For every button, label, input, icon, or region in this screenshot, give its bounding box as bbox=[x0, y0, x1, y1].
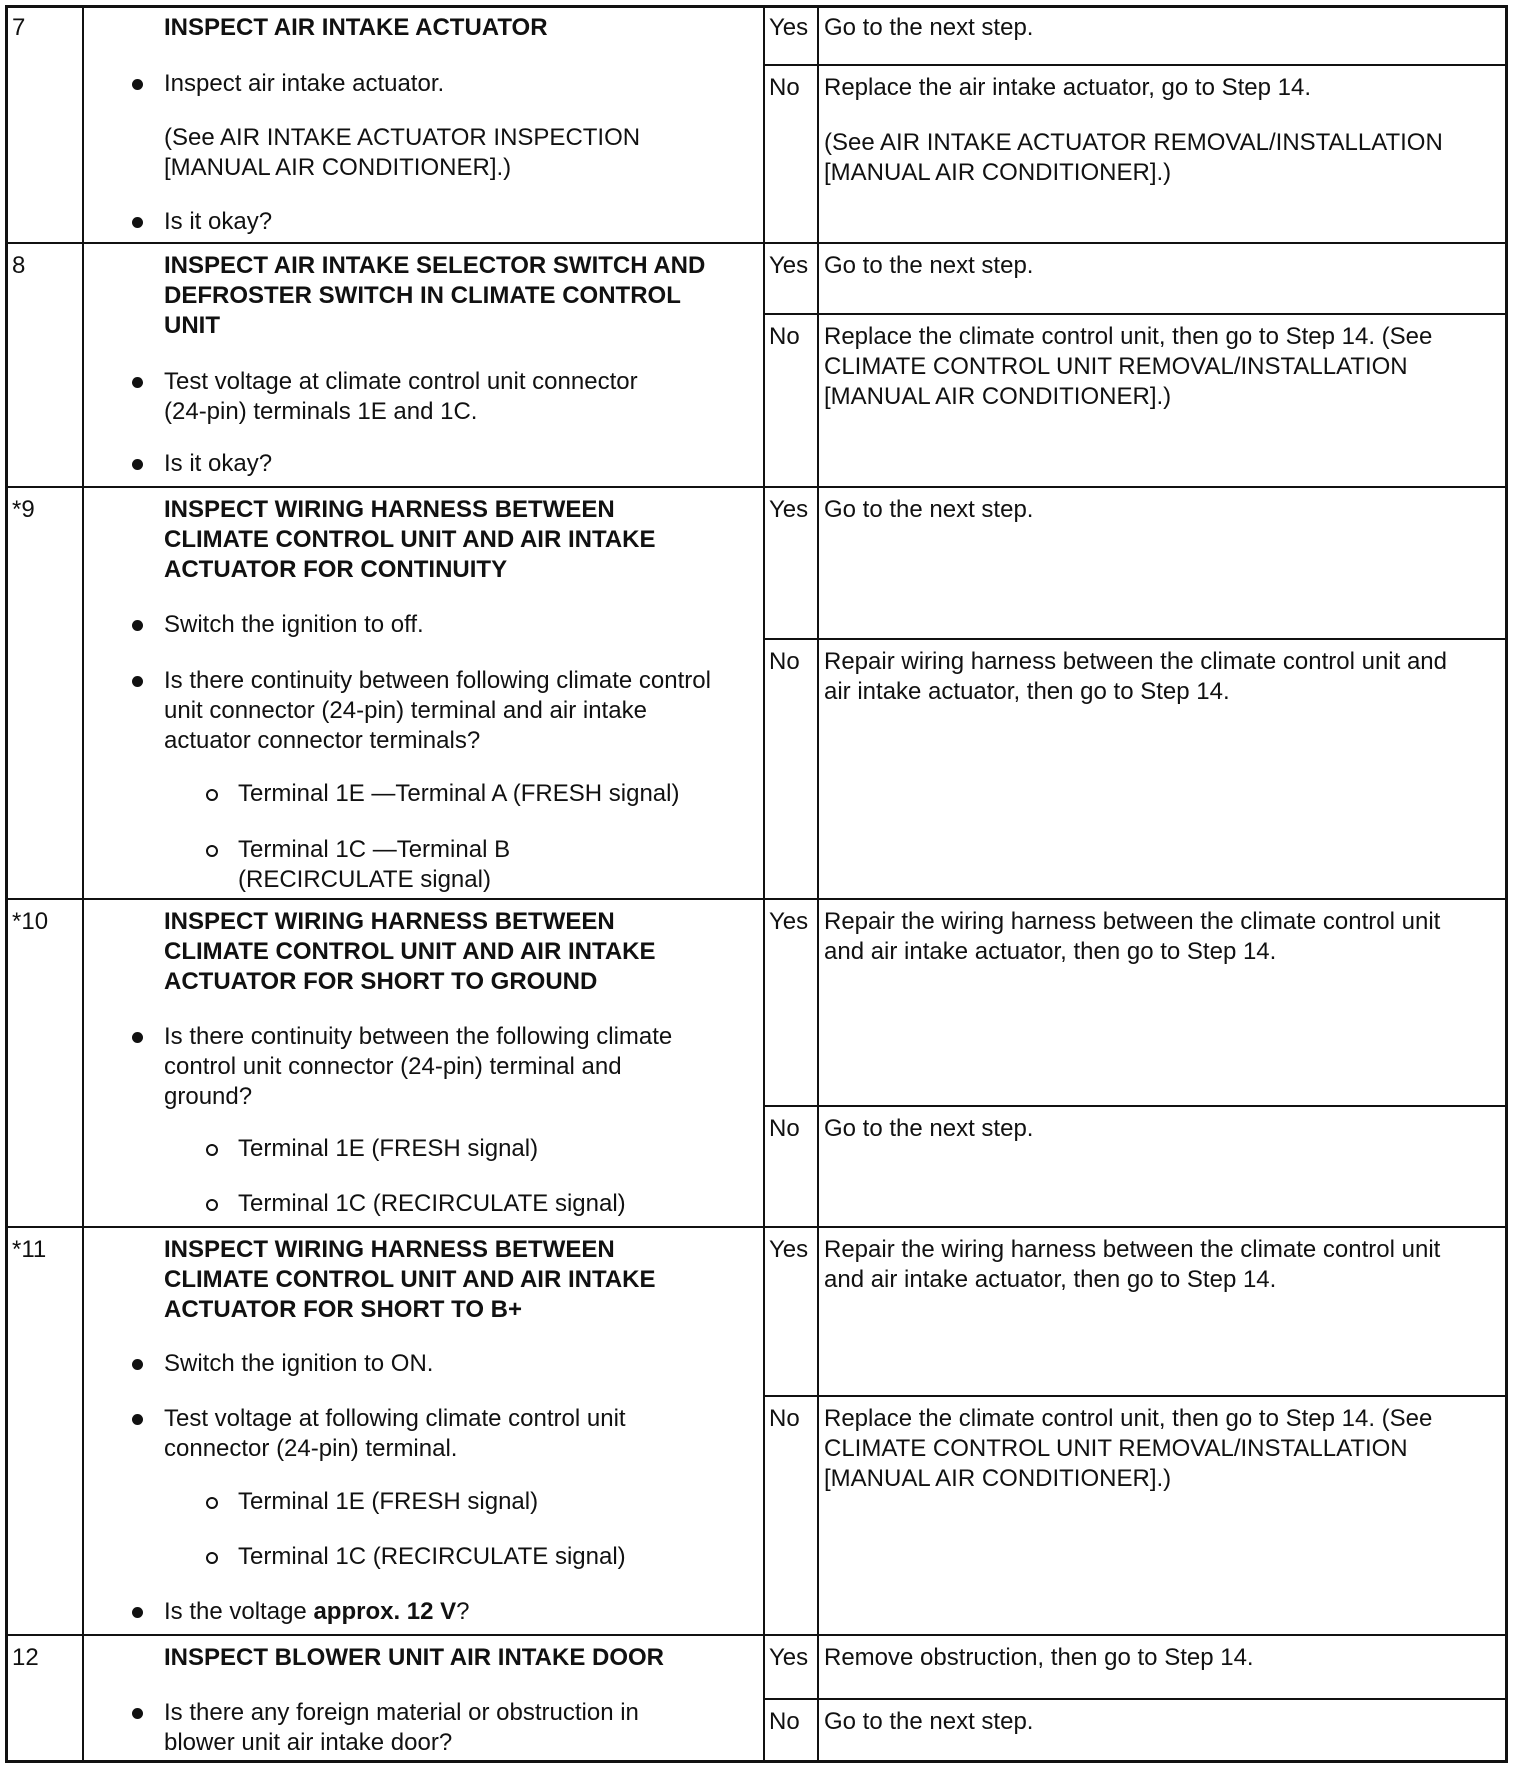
table-border-bottom bbox=[5, 1760, 1508, 1763]
sub-bullet-icon bbox=[206, 789, 218, 801]
no-action: [MANUAL AIR CONDITIONER].) bbox=[824, 383, 1172, 410]
terminal-check: Terminal 1C (RECIRCULATE signal) bbox=[238, 1543, 626, 1570]
voltage-question-prefix: Is the voltage bbox=[164, 1598, 314, 1625]
bullet-icon bbox=[132, 1032, 143, 1043]
yes-no-divider bbox=[763, 64, 1508, 66]
yes-no-divider bbox=[763, 1105, 1508, 1107]
yes-no-divider bbox=[763, 1395, 1508, 1397]
yes-no-divider bbox=[763, 1698, 1508, 1700]
step-question: control unit connector (24-pin) terminal and bbox=[164, 1053, 622, 1080]
bullet-icon bbox=[132, 217, 143, 228]
step-heading: INSPECT BLOWER UNIT AIR INTAKE DOOR bbox=[164, 1644, 664, 1671]
step-heading: UNIT bbox=[164, 312, 220, 339]
sub-bullet-icon bbox=[206, 1552, 218, 1564]
step-instruction: (24-pin) terminals 1E and 1C. bbox=[164, 398, 478, 425]
step-heading: ACTUATOR FOR SHORT TO B+ bbox=[164, 1296, 523, 1323]
step-question: Is it okay? bbox=[164, 450, 273, 477]
step-question bbox=[164, 1597, 470, 1627]
no-action: CLIMATE CONTROL UNIT REMOVAL/INSTALLATION bbox=[824, 1435, 1408, 1462]
bullet-icon bbox=[132, 1708, 143, 1719]
step-heading: ACTUATOR FOR SHORT TO GROUND bbox=[164, 968, 598, 995]
step-heading: INSPECT WIRING HARNESS BETWEEN bbox=[164, 496, 615, 523]
terminal-check: Terminal 1E —Terminal A (FRESH signal) bbox=[238, 780, 680, 807]
row-divider bbox=[5, 898, 1508, 900]
no-action: air intake actuator, then go to Step 14. bbox=[824, 678, 1230, 705]
yes-label: Yes bbox=[769, 496, 809, 523]
bullet-icon bbox=[132, 1414, 143, 1425]
step-number: *10 bbox=[12, 908, 49, 935]
terminal-check: (RECIRCULATE signal) bbox=[238, 866, 491, 893]
step-question: ground? bbox=[164, 1083, 253, 1110]
yes-label: Yes bbox=[769, 1236, 809, 1263]
row-divider bbox=[5, 1634, 1508, 1636]
yes-label: Yes bbox=[769, 252, 809, 279]
row-divider bbox=[5, 1226, 1508, 1228]
step-question: unit connector (24-pin) terminal and air intake bbox=[164, 697, 647, 724]
yes-action: Repair the wiring harness between the climate control unit bbox=[824, 908, 1441, 935]
no-label: No bbox=[769, 1115, 800, 1142]
step-question: Is there any foreign material or obstruction in bbox=[164, 1699, 639, 1726]
terminal-check: Terminal 1E (FRESH signal) bbox=[238, 1488, 539, 1515]
yes-action: Repair the wiring harness between the climate control unit bbox=[824, 1236, 1441, 1263]
table-border-left bbox=[5, 5, 8, 1763]
step-heading: CLIMATE CONTROL UNIT AND AIR INTAKE bbox=[164, 938, 656, 965]
step-heading: INSPECT AIR INTAKE ACTUATOR bbox=[164, 14, 548, 41]
table-border-right bbox=[1505, 5, 1508, 1763]
column-divider-step bbox=[82, 5, 84, 1763]
step-heading: INSPECT AIR INTAKE SELECTOR SWITCH AND bbox=[164, 252, 706, 279]
step-question: Is it okay? bbox=[164, 208, 273, 235]
no-label: No bbox=[769, 74, 800, 101]
step-number: *11 bbox=[12, 1236, 47, 1263]
step-heading: INSPECT WIRING HARNESS BETWEEN bbox=[164, 908, 615, 935]
step-instruction: Switch the ignition to ON. bbox=[164, 1350, 434, 1377]
step-question: Is there continuity between the following climate bbox=[164, 1023, 673, 1050]
no-action: Replace the climate control unit, then go to Step 14. (See bbox=[824, 323, 1433, 350]
no-action: Replace the climate control unit, then go to Step 14. (See bbox=[824, 1405, 1433, 1432]
step-number: *9 bbox=[12, 496, 35, 523]
yes-action: and air intake actuator, then go to Step 14. bbox=[824, 1266, 1277, 1293]
no-action: CLIMATE CONTROL UNIT REMOVAL/INSTALLATION bbox=[824, 353, 1408, 380]
no-label: No bbox=[769, 1708, 800, 1735]
sub-bullet-icon bbox=[206, 845, 218, 857]
reference-note: [MANUAL AIR CONDITIONER].) bbox=[164, 154, 512, 181]
no-label: No bbox=[769, 648, 800, 675]
step-instruction: Inspect air intake actuator. bbox=[164, 70, 445, 97]
bullet-icon bbox=[132, 1607, 143, 1618]
sub-bullet-icon bbox=[206, 1144, 218, 1156]
yes-action: and air intake actuator, then go to Step 14. bbox=[824, 938, 1277, 965]
yes-no-divider bbox=[763, 638, 1508, 640]
step-heading: INSPECT WIRING HARNESS BETWEEN bbox=[164, 1236, 615, 1263]
step-instruction: Test voltage at following climate control unit bbox=[164, 1405, 626, 1432]
yes-action: Go to the next step. bbox=[824, 14, 1034, 41]
no-action: Go to the next step. bbox=[824, 1115, 1034, 1142]
step-heading: CLIMATE CONTROL UNIT AND AIR INTAKE bbox=[164, 1266, 656, 1293]
sub-bullet-icon bbox=[206, 1199, 218, 1211]
step-heading: CLIMATE CONTROL UNIT AND AIR INTAKE bbox=[164, 526, 656, 553]
no-action: Repair wiring harness between the climate control unit and bbox=[824, 648, 1448, 675]
step-instruction: Switch the ignition to off. bbox=[164, 611, 424, 638]
reference-note: (See AIR INTAKE ACTUATOR INSPECTION bbox=[164, 124, 641, 151]
step-question: Is there continuity between following climate control bbox=[164, 667, 711, 694]
yes-label: Yes bbox=[769, 908, 809, 935]
step-number: 8 bbox=[12, 252, 26, 279]
step-number: 7 bbox=[12, 14, 26, 41]
no-action: [MANUAL AIR CONDITIONER].) bbox=[824, 159, 1172, 186]
step-number: 12 bbox=[12, 1644, 39, 1671]
bullet-icon bbox=[132, 620, 143, 631]
voltage-value: approx. 12 V bbox=[313, 1598, 457, 1625]
yes-label: Yes bbox=[769, 1644, 809, 1671]
step-instruction: connector (24-pin) terminal. bbox=[164, 1435, 458, 1462]
terminal-check: Terminal 1E (FRESH signal) bbox=[238, 1135, 539, 1162]
yes-no-divider bbox=[763, 313, 1508, 315]
column-divider-result bbox=[763, 5, 765, 1763]
yes-action: Go to the next step. bbox=[824, 252, 1034, 279]
bullet-icon bbox=[132, 459, 143, 470]
bullet-icon bbox=[132, 377, 143, 388]
bullet-icon bbox=[132, 676, 143, 687]
yes-action: Remove obstruction, then go to Step 14. bbox=[824, 1644, 1254, 1671]
step-question: actuator connector terminals? bbox=[164, 727, 481, 754]
sub-bullet-icon bbox=[206, 1497, 218, 1509]
no-label: No bbox=[769, 323, 800, 350]
no-action: [MANUAL AIR CONDITIONER].) bbox=[824, 1465, 1172, 1492]
terminal-check: Terminal 1C —Terminal B bbox=[238, 836, 511, 863]
yes-label: Yes bbox=[769, 14, 809, 41]
bullet-icon bbox=[132, 1359, 143, 1370]
step-question: blower unit air intake door? bbox=[164, 1729, 453, 1756]
yes-action: Go to the next step. bbox=[824, 496, 1034, 523]
row-divider bbox=[5, 242, 1508, 244]
step-heading: DEFROSTER SWITCH IN CLIMATE CONTROL bbox=[164, 282, 681, 309]
terminal-check: Terminal 1C (RECIRCULATE signal) bbox=[238, 1190, 626, 1217]
bullet-icon bbox=[132, 79, 143, 90]
voltage-question-suffix: ? bbox=[456, 1598, 470, 1625]
column-divider-action bbox=[817, 5, 819, 1763]
step-instruction: Test voltage at climate control unit connector bbox=[164, 368, 638, 395]
row-divider bbox=[5, 486, 1508, 488]
table-border-top bbox=[5, 5, 1508, 8]
no-action: Go to the next step. bbox=[824, 1708, 1034, 1735]
step-heading: ACTUATOR FOR CONTINUITY bbox=[164, 556, 508, 583]
no-action: Replace the air intake actuator, go to Step 14. bbox=[824, 74, 1311, 101]
no-label: No bbox=[769, 1405, 800, 1432]
no-action: (See AIR INTAKE ACTUATOR REMOVAL/INSTALLATION bbox=[824, 129, 1443, 156]
